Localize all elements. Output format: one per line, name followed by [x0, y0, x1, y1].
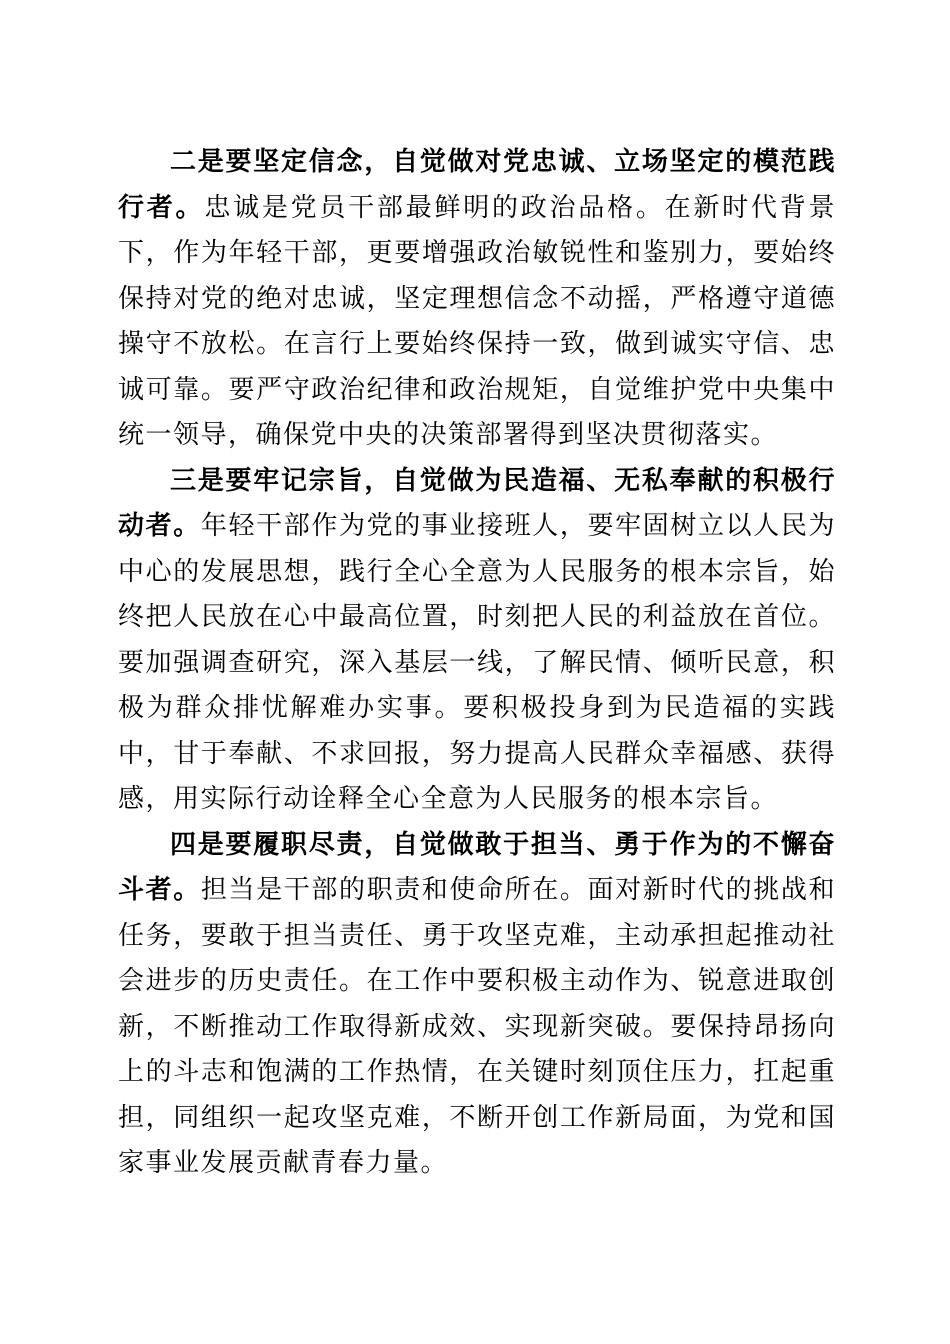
paragraph-3 [118, 459, 836, 823]
paragraph-lead: 四是要履职尽责，自觉做敢于担当、勇于作为的不懈奋斗者。 [118, 829, 836, 905]
paragraph-text: 担当是干部的职责和使命所在。面对新时代的挑战和任务，要敢于担当责任、勇于攻坚克难，主动承担起推动社会进步的历史责任。在工作中要积极主动作为、锐意进取创新，不断推动工作取得新成效、实现新突破。要保持昂扬向上的斗志和饱满的工作热情，在关键时刻顶住压力，扛起重担，同组织一起攻坚克难，不断开创工作新局面，为党和国家事业发展贡献青春力量。 [118, 875, 836, 1178]
paragraph-4 [118, 823, 836, 1187]
document-body [118, 140, 836, 1187]
paragraph-2 [118, 140, 836, 459]
paragraph-lead: 三是要牢记宗旨，自觉做为民造福、无私奉献的积极行动者。 [118, 465, 836, 541]
paragraph-text: 忠诚是党员干部最鲜明的政治品格。在新时代背景下，作为年轻干部，更要增强政治敏锐性和鉴别力，要始终保持对党的绝对忠诚，坚定理想信念不动摇，严格遵守道德操守不放松。在言行上要始终保持一致，做到诚实守信、忠诚可靠。要严守政治纪律和政治规矩，自觉维护党中央集中统一领导，确保党中央的决策部署得到坚决贯彻落实。 [118, 192, 836, 450]
paragraph-text: 年轻干部作为党的事业接班人，要牢固树立以人民为中心的发展思想，践行全心全意为人民服务的根本宗旨，始终把人民放在心中最高位置，时刻把人民的利益放在首位。要加强调查研究，深入基层一线，了解民情、倾听民意，积极为群众排忧解难办实事。要积极投身到为民造福的实践中，甘于奉献、不求回报，努力提高人民群众幸福感、获得感，用实际行动诠释全心全意为人民服务的根本宗旨。 [118, 511, 836, 814]
paragraph-lead: 二是要坚定信念，自觉做对党忠诚、立场坚定的模范践行者。 [118, 147, 836, 223]
